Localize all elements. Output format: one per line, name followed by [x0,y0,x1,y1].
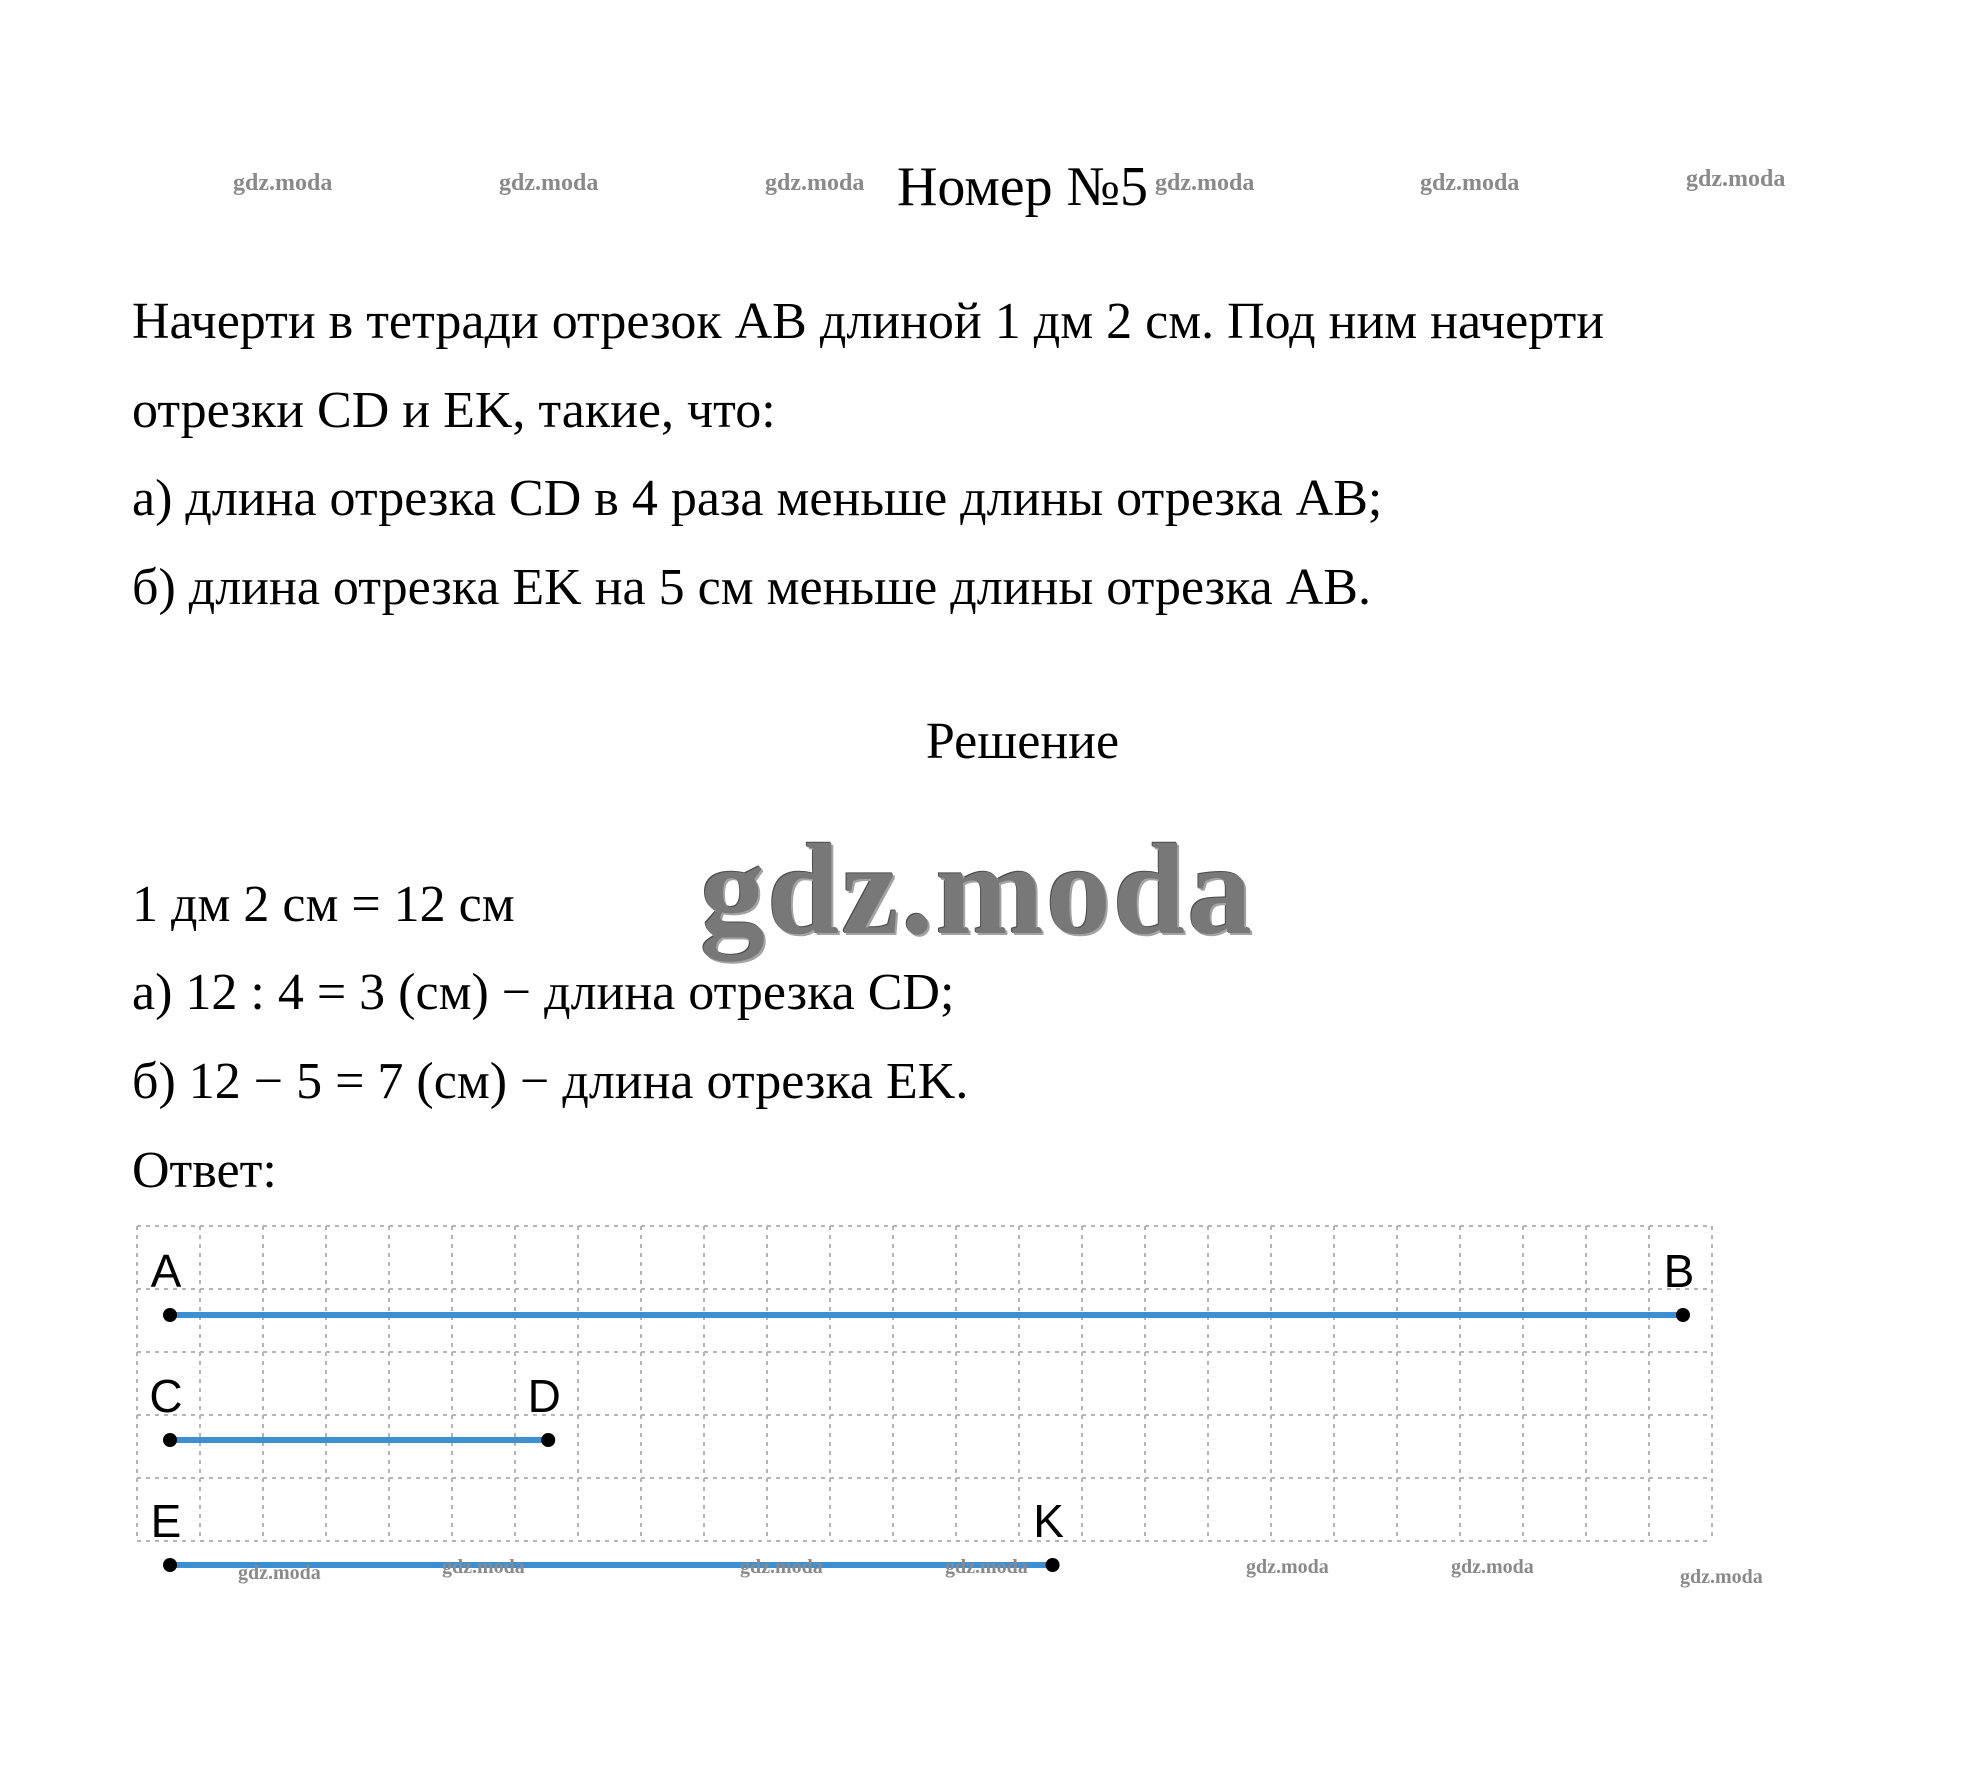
watermark: gdz.moda [1680,1566,1763,1588]
solution-step-a: а) 12 : 4 = 3 (см) − длина отрезка CD; [132,964,955,1021]
point-d [541,1433,555,1447]
watermark: gdz.moda [1451,1556,1534,1578]
point-label-b: B [1663,1245,1695,1297]
point-label-a: A [150,1245,182,1297]
answer-label: Ответ: [132,1142,277,1199]
watermark: gdz.moda [238,1562,321,1584]
point-k [1046,1558,1060,1572]
watermark: gdz.moda [945,1556,1028,1578]
problem-line-3: а) длина отрезка CD в 4 раза меньше длины отрезка AB; [132,470,1383,527]
watermark: gdz.moda [740,1556,823,1578]
watermark: gdz.moda [1686,166,1786,192]
solution-conversion: 1 дм 2 см = 12 см [132,876,515,933]
point-a [163,1308,177,1322]
point-e [163,1558,177,1572]
watermark: gdz.moda [765,170,865,196]
solution-heading: Решение [925,713,1120,770]
point-label-e: E [150,1495,182,1547]
page-title: Номер №5 [896,156,1149,218]
point-b [1676,1308,1690,1322]
watermark-large: gdz.moda [700,818,1255,962]
grid-lines [137,1226,1712,1541]
problem-line-4: б) длина отрезка EK на 5 см меньше длины отрезка AB. [132,559,1371,616]
watermark: gdz.moda [1246,1556,1329,1578]
point-label-k: K [1033,1495,1064,1547]
point-c [163,1433,177,1447]
watermark: gdz.moda [1420,170,1520,196]
watermark: gdz.moda [442,1556,525,1578]
watermark: gdz.moda [1155,170,1255,196]
solution-step-b: б) 12 − 5 = 7 (см) − длина отрезка EK. [132,1053,969,1110]
watermark: gdz.moda [233,170,333,196]
problem-line-1: Начерти в тетради отрезок AB длиной 1 дм 2 см. Под ним начерти [132,293,1605,350]
segments [149,1245,1694,1572]
point-label-d: D [527,1370,561,1422]
watermark: gdz.moda [499,170,599,196]
problem-line-2: отрезки CD и EK, такие, что: [132,382,776,439]
point-label-c: C [149,1370,183,1422]
